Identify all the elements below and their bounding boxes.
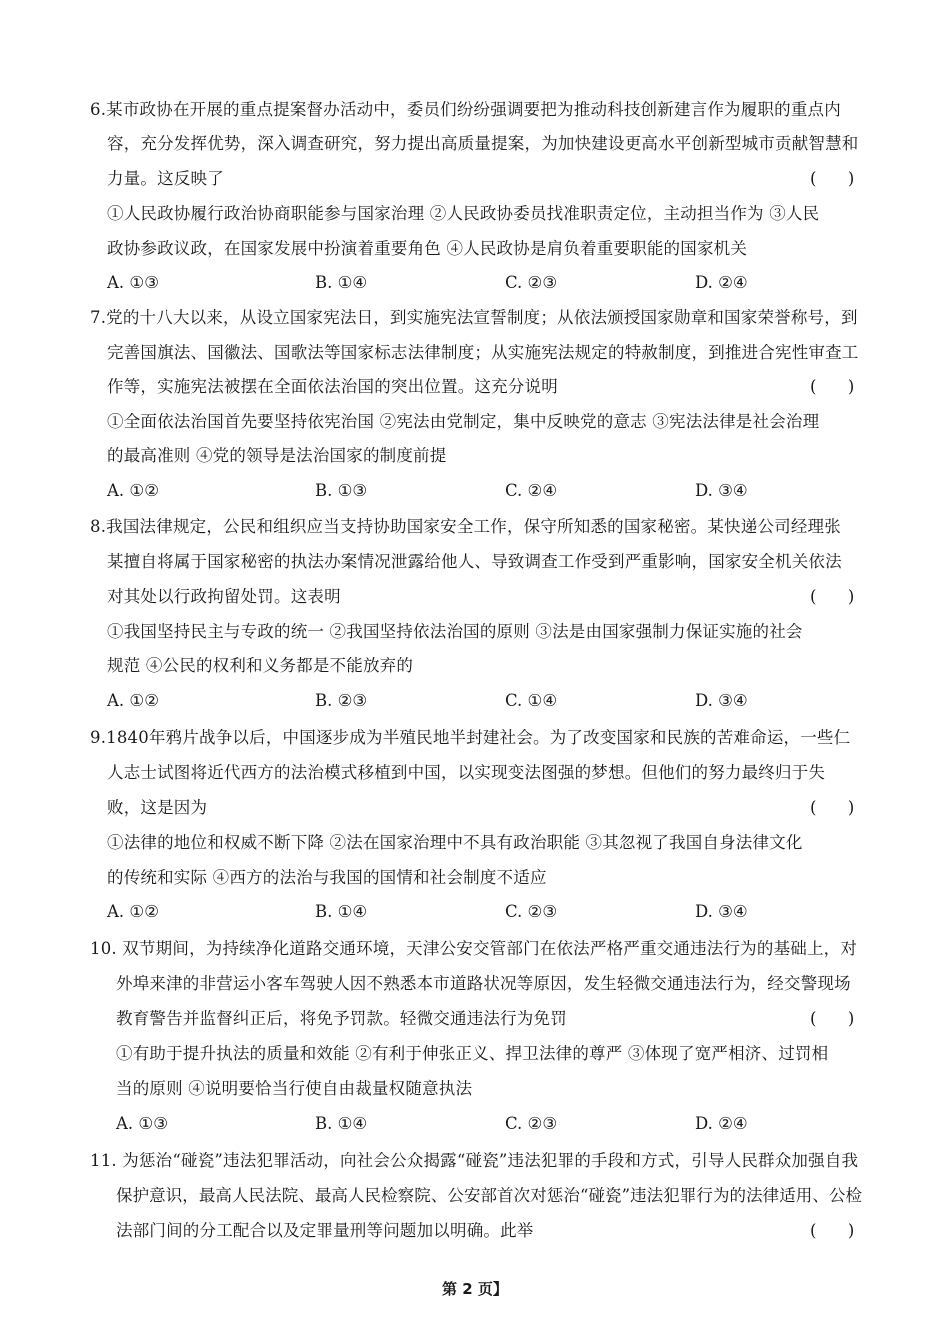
answer-parenthesis: ( ) bbox=[810, 169, 855, 188]
option-d[interactable]: D. ②④ bbox=[695, 273, 748, 292]
option-a[interactable]: A. ①③ bbox=[116, 1114, 168, 1133]
question-stem-line: 7.党的十八大以来，从设立国家宪法日，到实施宪法宣誓制度；从依法颁授国家勋章和国家荣誉称号，到 bbox=[90, 308, 858, 327]
option-b[interactable]: B. ②③ bbox=[315, 691, 368, 710]
option-c[interactable]: C. ②③ bbox=[505, 902, 558, 921]
question-stem-line: 作等，实施宪法被摆在全面依法治国的突出位置。这充分说明 bbox=[107, 377, 558, 396]
statement-line: ①有助于提升执法的质量和效能 ②有利于伸张正义、捍卫法律的尊严 ③体现了宽严相济、过罚相 bbox=[116, 1044, 829, 1063]
question-stem-line: 教育警告并监督纠正后，将免予罚款。轻微交通违法行为免罚 bbox=[116, 1009, 567, 1028]
option-b[interactable]: B. ①④ bbox=[315, 1114, 368, 1133]
option-d[interactable]: D. ③④ bbox=[695, 691, 748, 710]
option-c[interactable]: C. ②③ bbox=[505, 1114, 558, 1133]
option-c[interactable]: C. ②③ bbox=[505, 273, 558, 292]
question-stem-line: 某擅自将属于国家秘密的执法办案情况泄露给他人、导致调查工作受到严重影响，国家安全机关依法 bbox=[107, 552, 842, 571]
question-stem-line: 11. 为惩治“碰瓷”违法犯罪活动，向社会公众揭露“碰瓷”违法犯罪的手段和方式，引导人民群众加强自我 bbox=[90, 1151, 859, 1170]
option-d[interactable]: D. ②④ bbox=[695, 1114, 748, 1133]
option-a[interactable]: A. ①② bbox=[107, 691, 159, 710]
page-number: 第 2 页】 bbox=[442, 1280, 508, 1298]
statement-line: 的最高准则 ④党的领导是法治国家的制度前提 bbox=[107, 446, 447, 465]
statement-line: 的传统和实际 ④西方的法治与我国的国情和社会制度不适应 bbox=[107, 868, 547, 887]
statement-line: ①法律的地位和权威不断下降 ②法在国家治理中不具有政治职能 ③其忽视了我国自身法律文化 bbox=[107, 833, 803, 852]
answer-parenthesis: ( ) bbox=[810, 798, 855, 817]
option-c[interactable]: C. ①④ bbox=[505, 691, 558, 710]
statement-line: ①人民政协履行政治协商职能参与国家治理 ②人民政协委员找准职责定位，主动担当作为 ③人民 bbox=[107, 204, 820, 223]
option-c[interactable]: C. ②④ bbox=[505, 481, 558, 500]
question-stem-line: 容，充分发挥优势，深入调查研究，努力提出高质量提案，为加快建设更高水平创新型城市贡献智慧和 bbox=[107, 134, 859, 153]
option-d[interactable]: D. ③④ bbox=[695, 481, 748, 500]
option-d[interactable]: D. ③④ bbox=[695, 902, 748, 921]
answer-parenthesis: ( ) bbox=[810, 1009, 855, 1028]
statement-line: 政协参政议政，在国家发展中扮演着重要角色 ④人民政协是肩负着重要职能的国家机关 bbox=[107, 239, 748, 258]
question-stem-line: 对其处以行政拘留处罚。这表明 bbox=[107, 587, 341, 606]
question-stem-line: 人志士试图将近代西方的法治模式移植到中国，以实现变法图强的梦想。但他们的努力最终归于失 bbox=[107, 763, 826, 782]
option-a[interactable]: A. ①② bbox=[107, 481, 159, 500]
option-a[interactable]: A. ①② bbox=[107, 902, 159, 921]
question-stem-line: 法部门间的分工配合以及定罪量刑等问题加以明确。此举 bbox=[116, 1221, 534, 1240]
question-stem-line: 6.某市政协在开展的重点提案督办活动中，委员们纷纷强调要把为推动科技创新建言作为履职的重点内 bbox=[90, 100, 841, 119]
question-stem-line: 外埠来津的非营运小客车驾驶人因不熟悉本市道路状况等原因，发生轻微交通违法行为，经交警现场 bbox=[116, 974, 851, 993]
statement-line: ①全面依法治国首先要坚持依宪治国 ②宪法由党制定，集中反映党的意志 ③宪法法律是社会治理 bbox=[107, 412, 820, 431]
statement-line: ①我国坚持民主与专政的统一 ②我国坚持依法治国的原则 ③法是由国家强制力保证实施的社会 bbox=[107, 622, 803, 641]
question-stem-line: 完善国旗法、国徽法、国歌法等国家标志法律制度；从实施宪法规定的特赦制度，到推进合宪性审查工 bbox=[107, 343, 859, 362]
option-b[interactable]: B. ①④ bbox=[315, 273, 368, 292]
answer-parenthesis: ( ) bbox=[810, 377, 855, 396]
question-stem-line: 力量。这反映了 bbox=[107, 169, 224, 188]
question-stem-line: 保护意识，最高人民法院、最高人民检察院、公安部首次对惩治“碰瓷”违法犯罪行为的法律适用、公检 bbox=[116, 1186, 863, 1205]
question-stem-line: 9.1840年鸦片战争以后，中国逐步成为半殖民地半封建社会。为了改变国家和民族的苦难命运，一些仁 bbox=[90, 728, 851, 747]
question-stem-line: 败，这是因为 bbox=[107, 798, 208, 817]
statement-line: 当的原则 ④说明要恰当行使自由裁量权随意执法 bbox=[116, 1079, 473, 1098]
answer-parenthesis: ( ) bbox=[810, 1221, 855, 1240]
statement-line: 规范 ④公民的权利和义务都是不能放弃的 bbox=[107, 656, 414, 675]
answer-parenthesis: ( ) bbox=[810, 587, 855, 606]
option-a[interactable]: A. ①③ bbox=[107, 273, 159, 292]
option-b[interactable]: B. ①④ bbox=[315, 902, 368, 921]
option-b[interactable]: B. ①③ bbox=[315, 481, 368, 500]
question-stem-line: 8.我国法律规定，公民和组织应当支持协助国家安全工作，保守所知悉的国家秘密。某快递公司经理张 bbox=[90, 517, 841, 536]
question-stem-line: 10. 双节期间，为持续净化道路交通环境，天津公安交管部门在依法严格严重交通违法行为的基础上，对 bbox=[90, 939, 858, 958]
